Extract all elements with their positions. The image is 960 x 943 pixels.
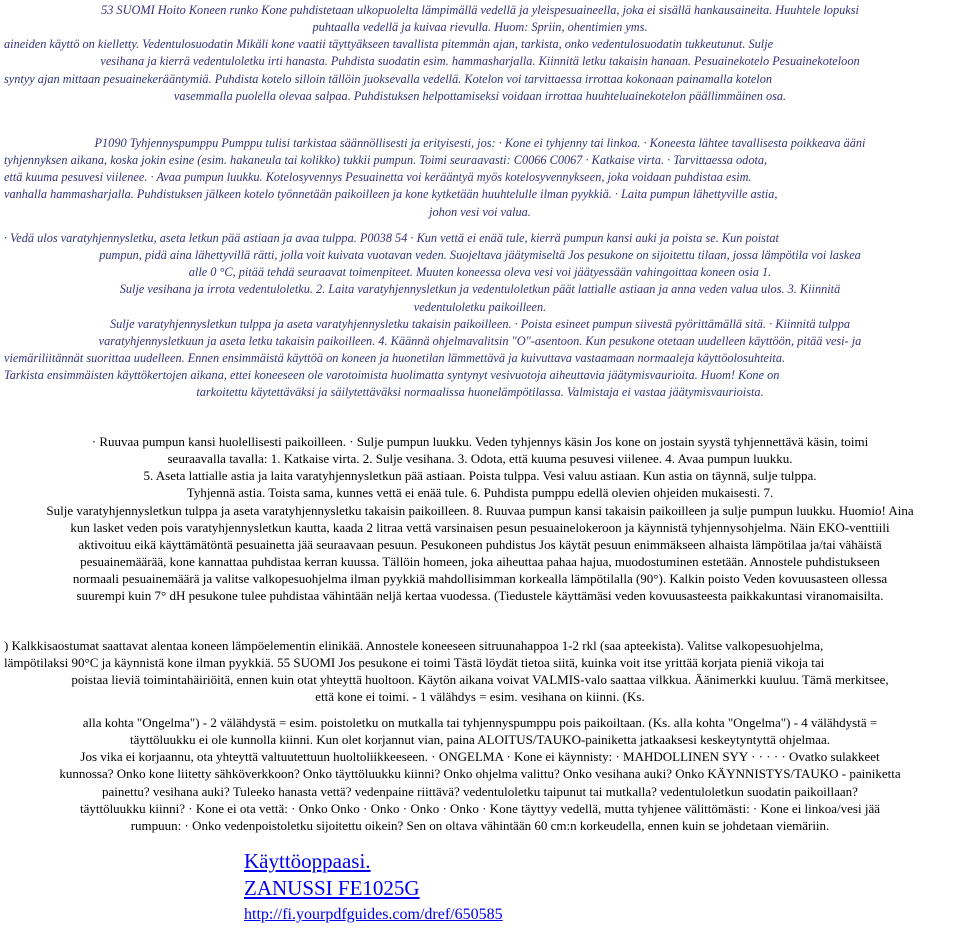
text-line: tarkoitettu käytettäväksi ja säilytettäväksi normaalissa huonelämpötilassa. Valmistaja ei vastaa jäätymisvaurioista. xyxy=(196,385,764,400)
text-line: Tyhjennä astia. Toista sama, kunnes vettä ei enää tule. 6. Puhdista pumppu edellä olevien ohjeiden mukaisesti. 7. xyxy=(186,485,774,501)
text-line: painettu? vesihana auki? Tuleeko hanasta vettä? vedenpaine riittävä? vedentuloletku taipunut tai mutkalla? vedentuloletkun suodatin paikoillaan? xyxy=(102,783,858,799)
pump-paragraph xyxy=(4,135,956,221)
text-line: vesihana ja kierrä vedentuloletku irti hanasta. Puhdista suodatin esim. hammasharjalla. Kiinnitä letku takaisin hanaan. Pesuainekotelo Pesuainekoteloon xyxy=(100,54,860,69)
text-line: Sulje varatyhjennysletkun tulppa ja aseta varatyhjennysletku takaisin paikoilleen. 8. Ruuvaa pumpun kansi takaisin paikoilleen ja sulje pumpun luukku. Huomio! Aina xyxy=(46,502,914,518)
text-line: vasemmalla puolella olevaa salpaa. Puhdistuksen helpottamiseksi voidaan irrottaa huuhteluainekotelon päällimmäinen osa. xyxy=(173,88,787,103)
text-line: aktivoituu eikä käyttämätöntä pesuainetta jää seuraavaan pesuun. Pesukoneen puhdistus Jos käytät pesuun enimmäkseen alhaista lämpötilaa ja/tai vähäistä xyxy=(78,536,882,552)
text-line: syntyy ajan mittaan pesuainekerääntymiä. Puhdista kotelo silloin tällöin juoksevalla vedellä. Kotelon voi tarvittaessa irrottaa kokonaan painamalla kotelon xyxy=(4,71,772,86)
text-line: lämpötilaksi 90°C ja käynnistä kone ilman pyykkiä. 55 SUOMI Jos pesukone ei toimi Tästä löydät tietoa siitä, kuinka voit itse yrittää korjata pieniä vikoja tai xyxy=(4,655,825,671)
text-line: Sulje varatyhjennysletkun tulppa ja aseta varatyhjennysletku takaisin paikoilleen. · Poista esineet pumpun siivestä pyörittämällä sitä. · Kiinnitä tulppa xyxy=(109,316,851,331)
text-line: · Ruuvaa pumpun kansi huolellisesti paikoilleen. · Sulje pumpun luukku. Veden tyhjennys käsin Jos kone on jostain syystä tyhjennettävä käsin, toimi xyxy=(91,434,869,449)
text-line: että kone ei toimi. - 1 välähdys = esim. vesihana on kiinni. (Ks. xyxy=(315,689,645,705)
text-line: normaali pesuainemäärä ja valitse valkopesuohjelma ilman pyykkiä mahdollisimman korkealla lämpötilalla (90°). Kalkin poisto Veden kovuusasteen ollessa xyxy=(72,571,888,587)
text-line: viemäriliitännät suorittaa uudelleen. Ennen ensimmäistä käyttöä on koneen ja huonetilan lämmettävä ja kuivuttava vastaamaan normaaleja käyttöolosuhteita. xyxy=(4,351,786,366)
text-line: täyttöluukku kiinni? · Kone ei ota vettä: · Onko Onko · Onko · Onko · Onko · Kone täyttyy vedellä, mutta tyhjenee välittömästi: · Kone ei linkoa/vesi jää xyxy=(79,800,881,816)
text-line: vanhalla hammasharjalla. Puhdistuksen jälkeen kotelo työnnetään paikoilleen ja kone kytketään huuhtelulle ilman pyykkiä. · Laita pumpun lähettyville astia, xyxy=(4,187,778,202)
text-line: 53 SUOMI Hoito Koneen runko Kone puhdistetaan ulkopuolelta lämpimällä vedellä ja yleispesuaineella, joka ei sisällä hankausaineita. Huuhtele lopuksi xyxy=(101,3,859,17)
url-link[interactable]: http://fi.yourpdfguides.com/dref/650585 xyxy=(244,906,503,923)
text-line: alle 0 °C, pitää tehdä seuraavat toimenpiteet. Muuten koneessa oleva vesi voi jäätyessään vahingoittaa koneen osia 1. xyxy=(188,265,772,280)
text-line: pesuainemäärää, kone kannattaa puhdistaa kerran kuussa. Tällöin homeen, joka aiheuttaa pahaa hajua, muodostuminen estetään. Annostele puhdistukseen xyxy=(80,554,880,570)
text-line: täyttöluukku ei ole kunnolla kiinni. Kun olet korjannut vian, paina ALOITUS/TAUKO-painiketta jatkaaksesi keskeytyntyttä ohjelmaa. xyxy=(129,732,831,748)
text-line: rumpuun: · Onko vedenpoistoletku sijoitettu oikein? Sen on oltava vähintään 60 cm:n korkeudella, ennen kuin se johdetaan viemäriin. xyxy=(130,817,830,833)
text-line: Jos vika ei korjaannu, ota yhteyttä valtuutettuun huoltoliikkeeseen. · ONGELMA · Kone ei käynnisty: · MAHDOLLINEN SYY · · · · · Ovatko sulakkeet xyxy=(80,749,880,765)
manual-link[interactable]: Käyttöoppaasi. xyxy=(244,849,371,873)
text-line: aineiden käyttö on kielletty. Vedentulosuodatin Mikäli kone vaatii täyttyäkseen tavallista pitemmän ajan, tarkista, onko vedentulosuodatin tukkeutunut. Sulje xyxy=(4,37,774,52)
text-line: Tarkista ensimmäisten käyttökertojen aikana, ettei koneeseen ole varotoimista huolimatta syntynyt vesivuotoja aiheuttavia jäätymisvaurioita. Huom! Kone on xyxy=(4,368,780,383)
care-paragraph xyxy=(4,2,956,105)
descaling-paragraph xyxy=(4,637,956,706)
text-line: puhtaalla vedellä ja kuivaa rievulla. Huom: Spriin, ohentimien yms. xyxy=(312,20,648,35)
text-line: että kuuma pesuvesi viilenee. · Avaa pumpun luukku. Kotelosyvennys Pesuainetta voi kerääntyä myös kotelosyvennykseen, joka voidaan puhdistaa esim. xyxy=(4,170,752,185)
text-line: P1090 Tyhjennyspumppu Pumppu tulisi tarkistaa säännöllisesti ja erityisesti, jos: · Kone ei tyhjenny tai linkoa. · Koneesta lähtee tavallisesta poikkeava ääni xyxy=(94,136,866,150)
pump-cover-paragraph xyxy=(4,433,956,605)
text-line: Sulje vesihana ja irrota vedentuloletku. 2. Laita varatyhjennysletkun ja vedentuloletkun päät lattialle astiaan ja anna veden valua ulos. 3. Kiinnitä xyxy=(119,282,841,297)
text-line: kunnossa? Onko kone liitetty sähköverkkoon? Onko täyttöluukku kiinni? Onko ohjelma valittu? Onko vesihana auki? Onko KÄYNNISTYS/TAUKO - painiketta xyxy=(59,766,901,782)
text-line: poistaa lieviä toimintahäiriöitä, ennen kuin otat yhteyttä huoltoon. Käytön aikana voivat VALMIS-valo saattaa vilkkua. Äänimerkki kuuluu. Tämä merkitsee, xyxy=(71,672,889,688)
text-line: tyhjennyksen aikana, koska jokin esine (esim. hakaneula tai kolikko) tukkii pumpun. Toimi seuraavasti: C0066 C0067 · Katkaise virta. · Tarvittaessa odota, xyxy=(4,153,768,168)
text-line: seuraavalla tavalla: 1. Katkaise virta. 2. Sulje vesihana. 3. Odota, että kuuma pesuvesi viilenee. 4. Avaa pumpun luukku. xyxy=(167,451,793,467)
troubleshooting-paragraph xyxy=(4,714,956,834)
model-link[interactable]: ZANUSSI FE1025G xyxy=(244,876,420,900)
text-line: alla kohta "Ongelma") - 2 välähdystä = esim. poistoletku on mutkalla tai tyhjennyspumppu pois paikoiltaan. (Ks. alla kohta "Ongelma") - 4 välähdystä = xyxy=(82,715,878,730)
text-line: kun lasket veden pois varatyhjennysletkun kautta, kaada 2 litraa vettä varsinaisen pesun pesuainelokeroon ja käynnistä tyhjennysohjelma. Näin EKO-venttiili xyxy=(70,519,890,535)
frost-protection-paragraph xyxy=(4,230,956,402)
text-line: pumpun, pidä aina lähettyvillä rätti, jolla voit kuivata vuotavan veden. Suojeltava jäätymiseltä Jos pesukone on sijoitettu tilaan, jossa lämpötila voi laskea xyxy=(99,248,861,263)
text-line: ) Kalkkisaostumat saattavat alentaa koneen lämpöelementin elinikää. Annostele koneeseen sitruunahappoa 1-2 rkl (saa apteekista). Valitse valkopesuohjelma, xyxy=(4,638,824,653)
text-line: vedentuloletku paikoilleen. xyxy=(413,299,547,314)
text-line: suurempi kuin 7° dH pesukone tulee puhdistaa vähintään neljä kertaa vuodessa. (Tiedustele käyttämäsi veden kovuusasteesta paikkakuntasi viranomaisilta. xyxy=(76,588,884,604)
text-line: · Vedä ulos varatyhjennysletku, aseta letkun pää astiaan ja avaa tulppa. P0038 54 · Kun vettä ei enää tule, kierrä pumpun kansi auki ja poista se. Kun poistat xyxy=(4,231,779,245)
text-line: varatyhjennysletkuun ja aseta letku takaisin paikoilleen. 4. Käännä ohjelmavalitsin "O"-asentoon. Kun pesukone otetaan uudelleen käyttöön, pitää vesi- ja xyxy=(98,333,862,348)
text-line: johon vesi voi valua. xyxy=(429,204,531,219)
guide-links xyxy=(244,848,503,926)
text-line: 5. Aseta lattialle astia ja laita varatyhjennysletkun pää astiaan. Poista tulppa. Vesi valuu astiaan. Kun astia on täynnä, sulje tulppa. xyxy=(143,468,817,484)
